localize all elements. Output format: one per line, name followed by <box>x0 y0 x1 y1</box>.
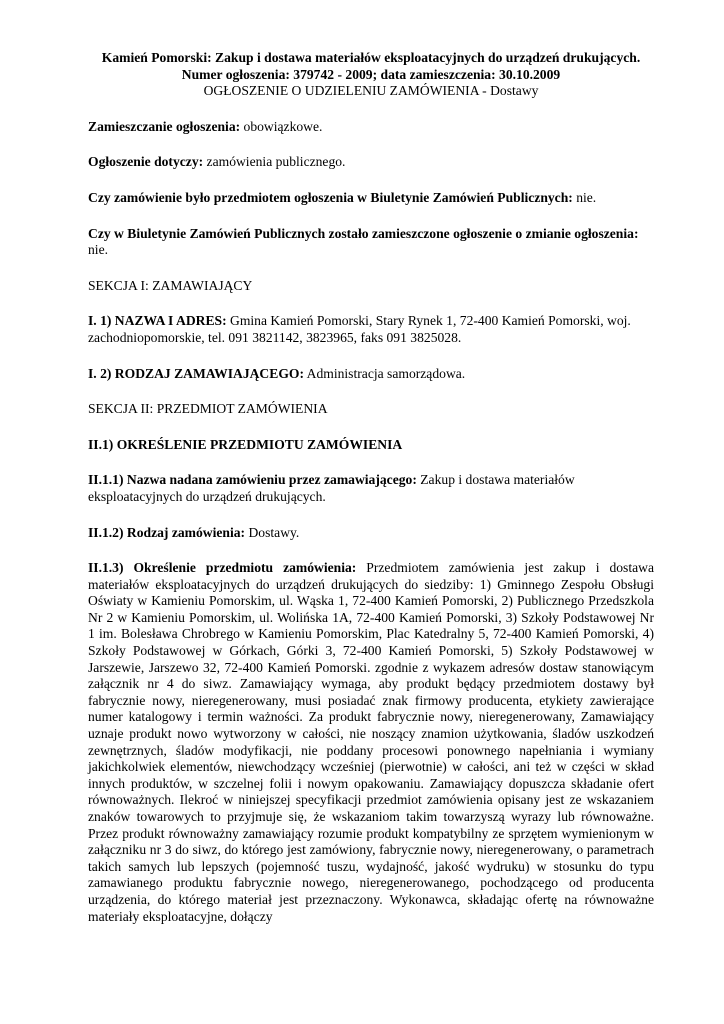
field-value: Przedmiotem zamówienia jest zakup i dostawa materiałów eksploatacyjnych do urządzeń drukujących do siedziby: 1) Gminnego Zespołu Obsługi Oświaty w Kamieniu Pomorskim, ul. Wąska 1, 72-400 Kamień Pomorski, 2) Publicznego Przedszkola Nr 2 w Kamieniu Pomorskim, ul. Wolińska 1A, 72-400 Kamień Pomorski, 3) Szkoły Podstawowej Nr 1 im. Bolesława Chrobrego w Kamieniu Pomorskim, Plac Katedralny 5, 72-400 Kamień Pomorski, 4) Szkoły Podstawowej w Górkach, Górki 3, 72-400 Kamień Pomorski, 5) Szkoły Podstawowej w Jarszewie, Jarszewo 32, 72-400 Kamień Pomorski. zgodnie z wykazem adresów dostaw stanowiącym załącznik nr 4 do siwz. Zamawiający wymaga, aby produkt będący przedmiotem dostawy był fabrycznie nowy, nieregenerowany, musi posiadać znak firmowy producenta, etykiety zawierające numer katalogowy i termin ważności. Za produkt fabrycznie nowy, nieregenerowany, Zamawiający uznaje produkt nowo wytworzony w całości, nie noszący znamion użytkowania, śladów uszkodzeń zewnętrznych, śladów modyfikacji, nie poddany procesowi ponownego napełniania i wymiany jakichkolwiek elementów, niewchodzący wcześniej (pierwotnie) w całości, ani też w części w skład innych produktów, w szczelnej folii i nowym opakowaniu. Zamawiający dopuszcza składanie ofert równoważnych. Ilekroć w niniejszej specyfikacji przedmiot zamówienia opisany jest ze wskazaniem znaków towarowych to przyjmuje się, że wskazaniom takim towarzyszą wyrazy lub równoważne. Przez produkt równoważny zamawiający rozumie produkt kompatybilny ze sprzętem wymienionym w załączniku nr 3 do siwz, do którego jest zamówiony, fabrycznie nowy, nieregenerowany, o parametrach takich samych lub lepszych (pojemność tuszu, wydajność, jakość wydruku) w stosunku do typu zamawianego produktu fabrycznie nowego, nieregenerowanego, pochodzącego od producenta urządzenia, do którego materiał jest przeznaczony. Wykonawca, składając ofertę na równoważne materiały eksploatacyjne, dołączy <box>88 560 654 924</box>
field-okreslenie-przedmiotu <box>88 560 654 925</box>
field-value: nie. <box>88 242 109 258</box>
field-value: nie. <box>572 189 597 205</box>
field-label: II.1.3) Określenie przedmiotu zamówienia: <box>88 560 357 576</box>
field-zamieszczanie <box>88 119 654 136</box>
section-1-heading: SEKCJA I: ZAMAWIAJĄCY <box>88 277 253 293</box>
field-label: II.1.2) Rodzaj zamówienia: <box>88 524 246 540</box>
section-2-subheading: II.1) OKREŚLENIE PRZEDMIOTU ZAMÓWIENIA <box>88 436 403 452</box>
field-label: II.1.1) Nazwa nadana zamówieniu przez zamawiającego: <box>88 472 417 488</box>
announcement-number: Numer ogłoszenia: 379742 - 2009; data zamieszczenia: 30.10.2009 <box>181 66 561 82</box>
field-rodzaj-zamowienia <box>88 525 654 542</box>
document-title: Kamień Pomorski: Zakup i dostawa materiałów eksploatacyjnych do urządzeń drukujących. <box>101 50 641 65</box>
field-value: Gmina Kamień Pomorski, Stary Rynek 1, 72-400 Kamień Pomorski, woj. zachodniopomorskie, tel. 091 3821142, 3823965, faks 091 3825028. <box>88 313 631 345</box>
field-zmiana <box>88 226 654 259</box>
field-label: I. 1) NAZWA I ADRES: <box>88 313 227 329</box>
section-2-heading: SEKCJA II: PRZEDMIOT ZAMÓWIENIA <box>88 401 328 417</box>
document-header <box>88 50 654 100</box>
field-label: Zamieszczanie ogłoszenia: <box>88 118 241 134</box>
field-nazwa-zamowienia <box>88 472 654 505</box>
announcement-type: OGŁOSZENIE O UDZIELENIU ZAMÓWIENIA - Dostawy <box>203 83 539 99</box>
field-label: Czy zamówienie było przedmiotem ogłoszenia w Biuletynie Zamówień Publicznych: <box>88 189 573 205</box>
field-biuletyn <box>88 190 654 207</box>
field-value: Administracja samorządowa. <box>304 365 466 381</box>
field-value: Dostawy. <box>245 524 300 540</box>
field-label: Ogłoszenie dotyczy: <box>88 154 204 170</box>
field-rodzaj-zamawiajacego <box>88 366 654 383</box>
field-dotyczy <box>88 154 654 171</box>
field-value: Zakup i dostawa materiałów eksploatacyjnych do urządzeń drukujących. <box>88 472 575 504</box>
field-label: I. 2) RODZAJ ZAMAWIAJĄCEGO: <box>88 365 304 381</box>
field-label: Czy w Biuletynie Zamówień Publicznych zostało zamieszczone ogłoszenie o zmianie ogłoszenia: <box>88 225 639 241</box>
field-value: zamówienia publicznego. <box>203 154 346 170</box>
document-page <box>88 50 654 925</box>
field-nazwa-adres <box>88 313 654 346</box>
field-value: obowiązkowe. <box>240 118 323 134</box>
